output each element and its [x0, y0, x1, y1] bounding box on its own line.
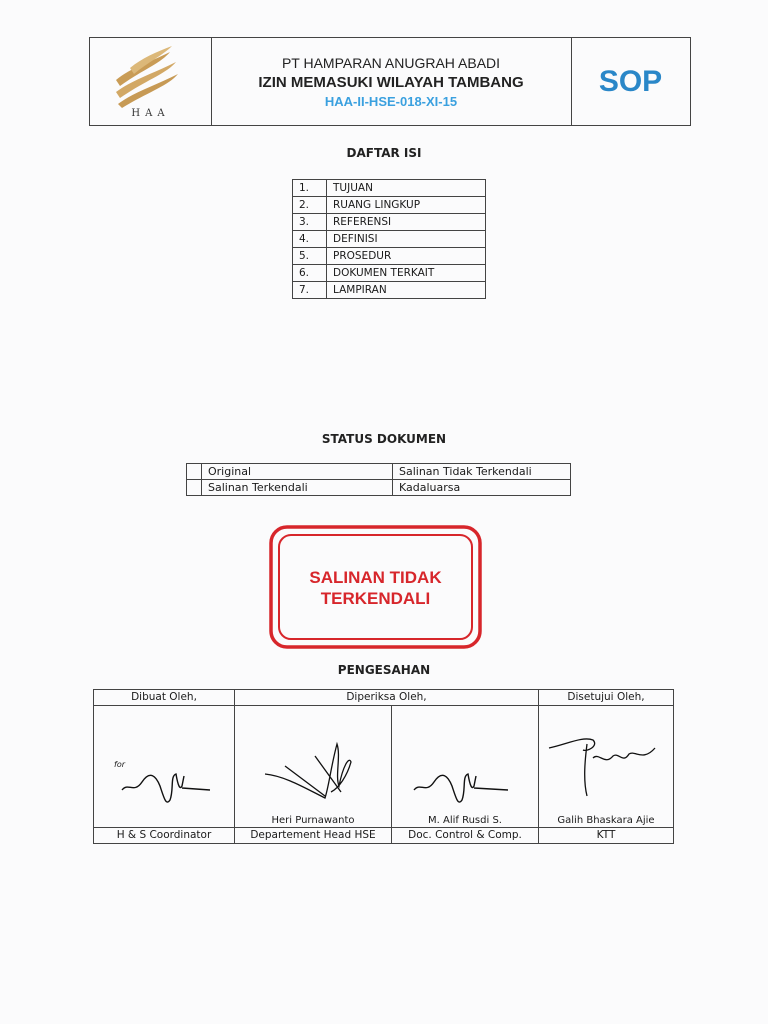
made-by-label: Dibuat Oleh,: [94, 690, 235, 706]
signature-cell: [235, 706, 392, 828]
toc-row: [293, 197, 486, 214]
uncontrolled-copy-stamp: [269, 525, 482, 649]
status-checkbox: [187, 464, 202, 480]
toc-label: LAMPIRAN: [327, 282, 486, 299]
doc-type-cell: [571, 38, 690, 125]
signatory-role: Doc. Control & Comp.: [392, 828, 539, 844]
signature-cell: [539, 706, 674, 828]
toc-row: [293, 248, 486, 265]
initials: for: [114, 760, 125, 769]
logo-text: HAA: [131, 108, 170, 119]
toc-num: 5.: [293, 248, 327, 265]
signature-cell: [392, 706, 539, 828]
toc-num: 1.: [293, 180, 327, 197]
toc-row: [293, 282, 486, 299]
signature-icon: [116, 746, 226, 816]
approval-header-row: [94, 690, 674, 706]
signatory-role: KTT: [539, 828, 674, 844]
doc-type: SOP: [598, 64, 663, 98]
status-table: [186, 463, 571, 496]
signatory-role: H & S Coordinator: [94, 828, 235, 844]
document-title: IZIN MEMASUKI WILAYAH TAMBANG: [258, 74, 524, 91]
signature-row: [94, 706, 674, 828]
role-row: [94, 828, 674, 844]
approved-by-label: Disetujui Oleh,: [539, 690, 674, 706]
toc-num: 6.: [293, 265, 327, 282]
toc-label: DOKUMEN TERKAIT: [327, 265, 486, 282]
signatory-name: Galih Bhaskara Ajie: [557, 815, 655, 826]
document-number: HAA-II-HSE-018-XI-15: [324, 94, 458, 109]
status-checkbox: [187, 480, 202, 496]
document-header: [89, 37, 691, 126]
haa-logo-icon: [90, 38, 211, 108]
status-option: Kadaluarsa: [393, 480, 571, 496]
toc-label: DEFINISI: [327, 231, 486, 248]
status-title: STATUS DOKUMEN: [321, 432, 447, 446]
toc-row: [293, 231, 486, 248]
signature-icon: [543, 726, 673, 806]
signature-cell: [94, 706, 235, 828]
toc-label: RUANG LINGKUP: [327, 197, 486, 214]
toc-row: [293, 214, 486, 231]
company-name: PT HAMPARAN ANUGRAH ABADI: [281, 55, 501, 71]
toc-row: [293, 180, 486, 197]
toc-label: TUJUAN: [327, 180, 486, 197]
toc-title: DAFTAR ISI: [346, 146, 422, 160]
status-row: [187, 480, 571, 496]
signatory-name: Heri Purnawanto: [271, 815, 355, 826]
approval-title: PENGESAHAN: [337, 663, 431, 677]
toc-num: 4.: [293, 231, 327, 248]
stamp-line-2: TERKENDALI: [320, 589, 431, 608]
status-row: [187, 464, 571, 480]
signature-icon: [408, 746, 518, 816]
toc-label: PROSEDUR: [327, 248, 486, 265]
toc-num: 7.: [293, 282, 327, 299]
toc-table: [292, 179, 486, 299]
logo-cell: [90, 38, 212, 125]
signatory-role: Departement Head HSE: [235, 828, 392, 844]
signature-icon: [255, 726, 375, 806]
toc-num: 3.: [293, 214, 327, 231]
title-cell: [211, 38, 572, 125]
approval-table: [93, 689, 674, 844]
status-option: Salinan Tidak Terkendali: [393, 464, 571, 480]
toc-num: 2.: [293, 197, 327, 214]
toc-row: [293, 265, 486, 282]
checked-by-label: Diperiksa Oleh,: [235, 690, 539, 706]
status-option: Original: [202, 464, 393, 480]
stamp-line-1: SALINAN TIDAK: [309, 568, 442, 587]
toc-label: REFERENSI: [327, 214, 486, 231]
status-option: Salinan Terkendali: [202, 480, 393, 496]
signatory-name: M. Alif Rusdi S.: [428, 815, 502, 826]
